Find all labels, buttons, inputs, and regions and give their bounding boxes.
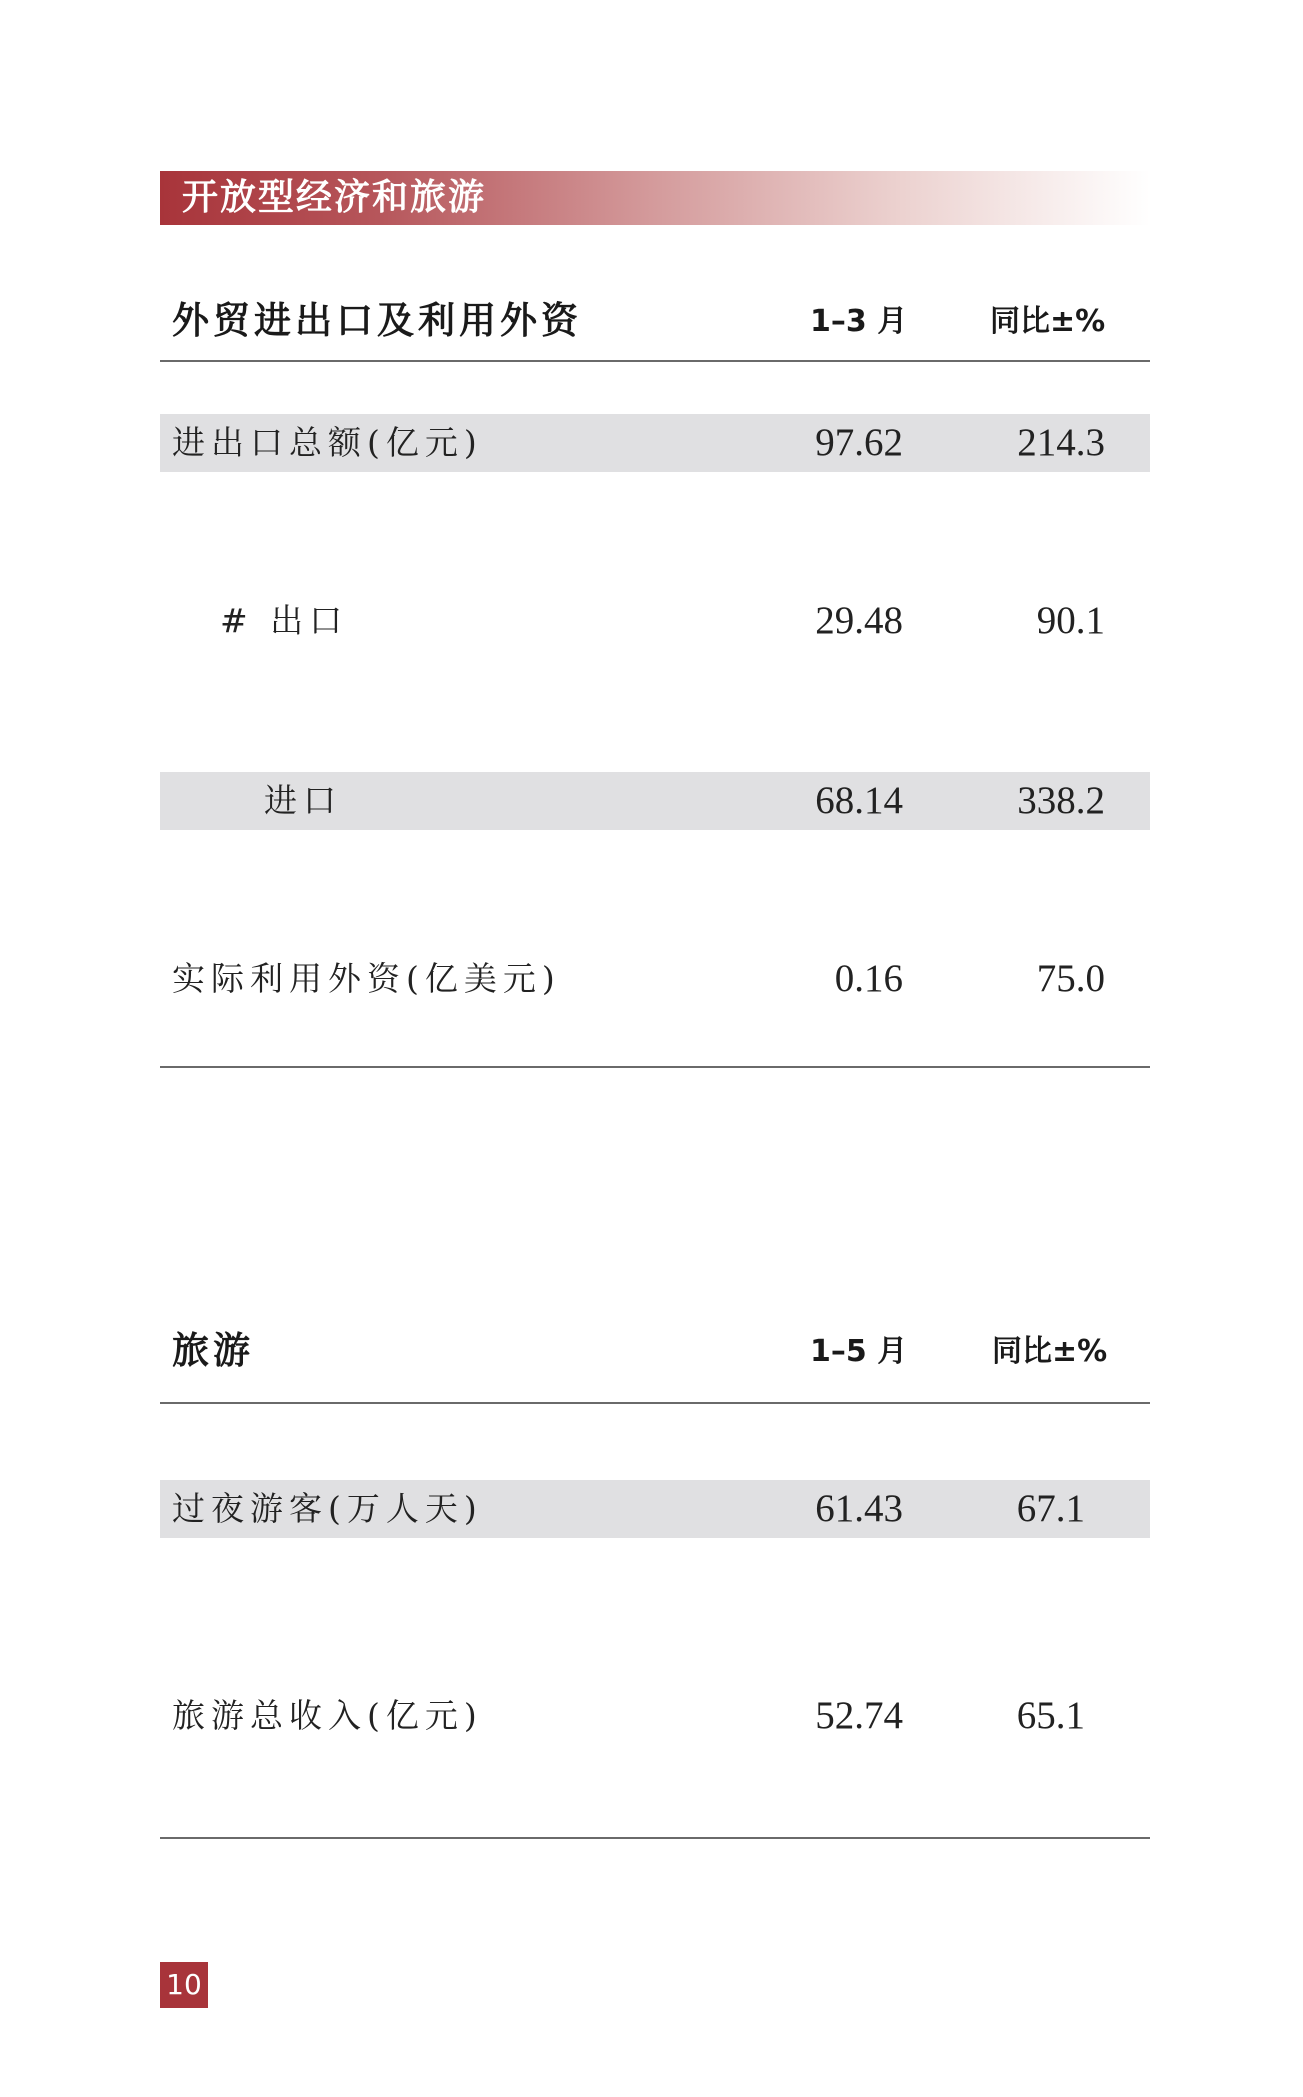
row-label: 进口 <box>264 781 342 820</box>
tourism-title: 旅游 <box>172 1329 254 1372</box>
row-label: 进出口总额(亿元) <box>172 423 483 462</box>
tourism-bottom-rule <box>160 1837 1150 1839</box>
row-yoy: 67.1 <box>1016 1487 1085 1530</box>
trade-title: 外贸进出口及利用外资 <box>172 299 582 342</box>
table-row <box>160 950 1150 1008</box>
row-yoy: 214.3 <box>1017 421 1105 464</box>
trade-yoy-header: 同比±% <box>990 304 1106 339</box>
section-banner <box>160 171 1150 225</box>
banner-title: 开放型经济和旅游 <box>182 177 487 218</box>
row-value: 61.43 <box>815 1487 903 1530</box>
row-label: # 出口 <box>220 601 349 640</box>
trade-bottom-rule <box>160 1066 1150 1068</box>
row-yoy: 65.1 <box>1016 1694 1085 1737</box>
row-yoy: 75.0 <box>1036 957 1105 1000</box>
table-row <box>160 414 1150 472</box>
row-yoy: 338.2 <box>1017 779 1105 822</box>
row-value: 68.14 <box>815 779 903 822</box>
row-label: 实际利用外资(亿美元) <box>172 959 561 998</box>
trade-header <box>160 290 1150 350</box>
row-value: 97.62 <box>815 421 903 464</box>
trade-period-header: 1–3 月 <box>810 304 908 339</box>
tourism-header <box>160 1320 1150 1380</box>
row-label: 过夜游客(万人天) <box>172 1489 483 1528</box>
table-row <box>160 592 1150 650</box>
trade-top-rule <box>160 360 1150 362</box>
row-value: 52.74 <box>815 1694 903 1737</box>
row-label: 旅游总收入(亿元) <box>172 1696 483 1735</box>
table-row <box>160 772 1150 830</box>
table-row <box>160 1480 1150 1538</box>
row-value: 29.48 <box>815 599 903 642</box>
tourism-top-rule <box>160 1402 1150 1404</box>
row-yoy: 90.1 <box>1036 599 1105 642</box>
page-number: 10 <box>160 1962 208 2008</box>
tourism-period-header: 1–5 月 <box>810 1334 908 1369</box>
tourism-yoy-header: 同比±% <box>992 1334 1108 1369</box>
table-row <box>160 1687 1150 1745</box>
row-value: 0.16 <box>834 957 903 1000</box>
